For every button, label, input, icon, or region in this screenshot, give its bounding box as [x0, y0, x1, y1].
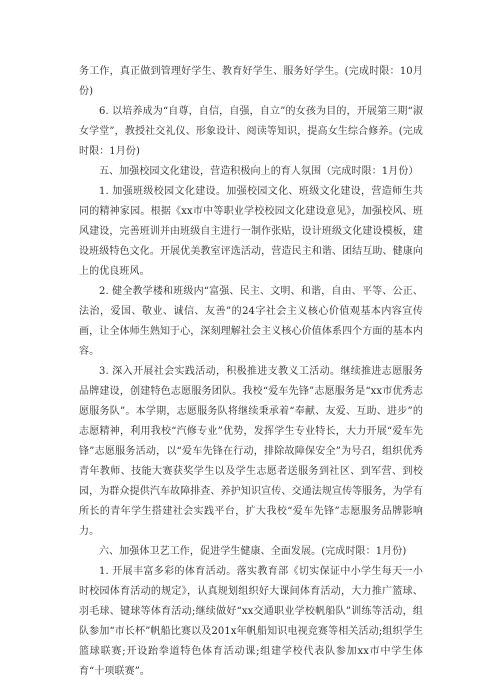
paragraph-5: 2. 健全教学楼和班级内“富强、民主、文明、和谐，自由、平等、公正、法治，爱国、敬业、诚信、友善”的24字社会主义核心价值观基本内容宣传画，让全体师生熟知于心，深刻理解社会主义核心价值体系四个方面的基本内容。 [79, 286, 423, 357]
paragraph-2: 6. 以培养成为“自尊，自信，自强，自立”的女孩为目的，开展第三期“淑女学堂”，教授社交礼仪、形象设计、阅读等知识，提高女生综合修养。(完成时限：1月份) [79, 106, 423, 157]
document-body [79, 62, 423, 682]
paragraph-4: 1. 加强班级校园文化建设。加强校园文化、班级文化建设，营造师生共同的精神家园。根据《xx市中等职业学校校园文化建设意见》，加强校风、班风建设，完善班训并由班级自主进行一制作张贴，设计班级文化建设模板，建设班级特色文化。开展优美教室评选活动，营造民主和谐、团结互助、健康向上的优良班风。 [79, 186, 423, 277]
paragraph-8: 1. 开展丰富多彩的体育活动。落实教育部《切实保证中小学生每天一小时校园体育活动的规定》，认真规划组织好大课间体育活动，大力推广篮球、羽毛球、键球等体育活动;继续做好“xx交通职业学校帆船队”训练等活动，组队参加“市长杯”帆船比赛以及201x年帆船知识电视竞赛等相关活动;组织学生篮球联赛;开设跆拳道特色体育活动课;组建学校代表队参加xx市中学生体育“十项联赛”。 [79, 566, 423, 677]
paragraph-6: 3. 深入开展社会实践活动，积极推进支教义工活动。继续推进志愿服务品牌建设，创建特色志愿服务团队。我校“爱车先锋”志愿服务是“xx市优秀志愿服务队”。本学期，志愿服务队将继续秉承着“奉献、友爱、互助、进步”的志愿精神，利用我校“汽修专业”优势，发挥学生专业特长，大力开展“爱车先锋”志愿服务活动，以“爱车先锋在行动，排除故障保安全”为号召，组织优秀青年教师、技能大赛获奖学生以及学生志愿者送服务到社区、到军营、到校园，为群众提供汽车故障排查、养护知识宣传、交通法规宣传等服务，为学有所长的青年学生搭建社会实践平台，扩大我校“爱车先锋”志愿服务品牌影响力。 [79, 366, 423, 537]
section-heading-6: 六、加强体卫艺工作，促进学生健康、全面发展。(完成时限：1月份) [99, 546, 407, 557]
section-heading-5: 五、加强校园文化建设，营造积极向上的育人氛围（完成时限：1月份） [99, 166, 419, 177]
paragraph-1: 务工作，真正做到管理好学生、教育好学生、服务好学生。(完成时限：10月份) [79, 66, 423, 97]
